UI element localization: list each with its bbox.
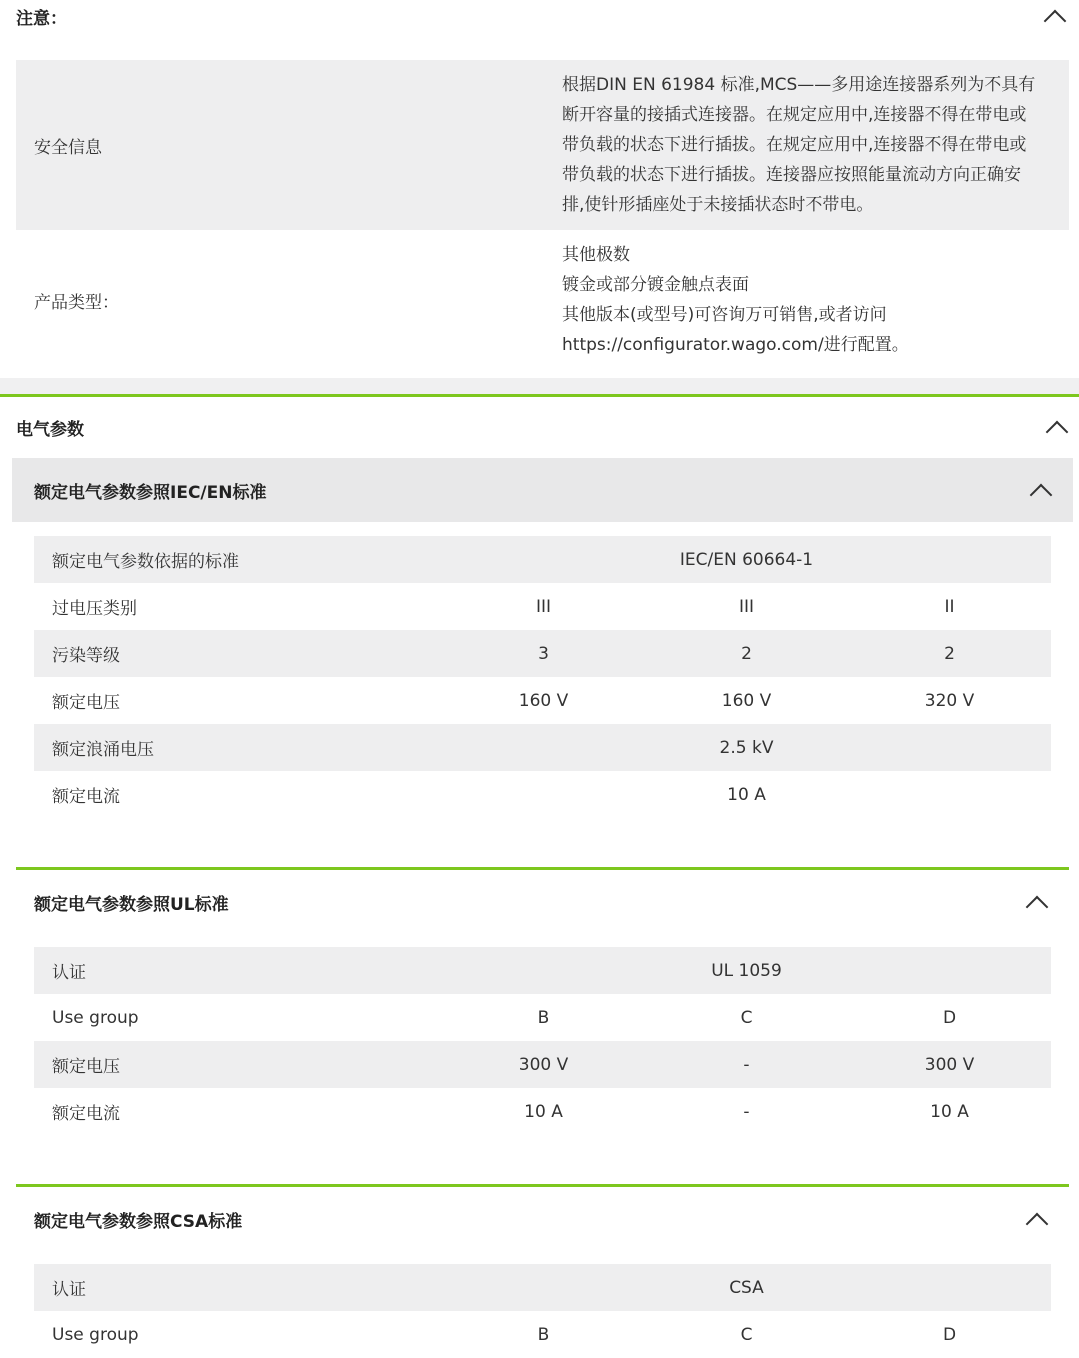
table-row — [34, 1041, 1051, 1088]
row-value: III — [738, 596, 755, 617]
row-value: C — [740, 1007, 753, 1028]
row-label: Use group — [52, 1324, 139, 1345]
notice-label-product-type: 产品类型： — [34, 292, 119, 313]
notice-title: 注意： — [16, 8, 67, 29]
safety-line: 带负载的状态下进行插拔。在规定应用中,连接器不得在带电或 — [562, 135, 1027, 155]
row-value: 160 V — [518, 690, 569, 711]
ul-title: 额定电气参数参照UL标准 — [34, 894, 229, 915]
notice-label-safety: 安全信息 — [34, 137, 102, 158]
ul-subsection-header[interactable] — [16, 870, 1069, 934]
safety-line: 断开容量的接插式连接器。在规定应用中,连接器不得在带电或 — [562, 105, 1027, 125]
table-row — [34, 724, 1051, 771]
row-value: 160 V — [721, 690, 772, 711]
row-value: 2.5 kV — [719, 737, 774, 758]
csa-subsection-header[interactable] — [16, 1187, 1069, 1251]
row-value: 2 — [741, 643, 752, 664]
table-row — [34, 1311, 1051, 1358]
table-row — [34, 771, 1051, 818]
row-value: - — [743, 1054, 750, 1075]
row-value: 10 A — [727, 784, 766, 805]
chevron-up-icon[interactable] — [1026, 1213, 1049, 1236]
table-row — [34, 677, 1051, 724]
ul-table — [34, 947, 1051, 1135]
row-label: 污染等级 — [52, 646, 120, 666]
row-value: II — [944, 596, 955, 617]
iec-subsection-header[interactable] — [12, 458, 1073, 522]
product-type-line: 镀金或部分镀金触点表面 — [562, 275, 749, 295]
table-row — [34, 1264, 1051, 1311]
table-row — [34, 947, 1051, 994]
row-value: 320 V — [924, 690, 975, 711]
product-type-line: 其他版本(或型号)可咨询万可销售,或者访问 — [562, 305, 887, 325]
table-row — [34, 994, 1051, 1041]
chevron-up-icon[interactable] — [1026, 896, 1049, 919]
product-type-line: https://configurator.wago.com/进行配置。 — [562, 335, 909, 355]
row-label: 认证 — [52, 1280, 86, 1300]
safety-line — [562, 70, 1055, 100]
row-value: D — [942, 1007, 957, 1028]
notice-value-safety — [562, 60, 1069, 230]
row-value: B — [537, 1007, 550, 1028]
product-type-line: 其他极数 — [562, 245, 630, 265]
table-row — [34, 536, 1051, 583]
section-divider — [0, 378, 1079, 394]
row-value: 300 V — [924, 1054, 975, 1075]
notice-value-product-type — [562, 230, 1069, 370]
csa-title: 额定电气参数参照CSA标准 — [34, 1211, 243, 1232]
row-value: 10 A — [524, 1101, 563, 1122]
row-value: UL 1059 — [711, 960, 782, 981]
table-row — [34, 583, 1051, 630]
row-value: 10 A — [930, 1101, 969, 1122]
row-label: 额定电流 — [52, 1104, 120, 1124]
safety-line-text: 根据DIN EN 61984 标准,MCS——多用途连接器系列为不具有 — [562, 75, 1036, 95]
row-value: III — [535, 596, 552, 617]
row-label: 认证 — [52, 963, 86, 983]
notice-table — [16, 60, 1069, 370]
row-value: B — [537, 1324, 550, 1345]
row-value: 3 — [538, 643, 549, 664]
row-label: 额定电气参数依据的标准 — [52, 552, 239, 572]
table-row — [16, 230, 1069, 370]
table-row — [34, 1088, 1051, 1135]
electrical-title: 电气参数 — [16, 420, 84, 440]
notice-section-header[interactable] — [0, 0, 1079, 38]
row-value: C — [740, 1324, 753, 1345]
row-label: 额定电流 — [52, 787, 120, 807]
row-value: 2 — [944, 643, 955, 664]
safety-line: 排,使针形插座处于未接插状态时不带电。 — [562, 195, 874, 215]
row-label: 额定电压 — [52, 1057, 120, 1077]
table-row — [34, 630, 1051, 677]
csa-table — [34, 1264, 1051, 1358]
row-label: Use group — [52, 1007, 139, 1028]
row-value: CSA — [729, 1277, 764, 1298]
row-value: D — [942, 1324, 957, 1345]
row-value: 300 V — [518, 1054, 569, 1075]
safety-line: 带负载的状态下进行插拔。连接器应按照能量流动方向正确安 — [562, 165, 1021, 185]
chevron-up-icon[interactable] — [1030, 484, 1053, 507]
iec-title: 额定电气参数参照IEC/EN标准 — [34, 482, 267, 503]
row-label: 额定电压 — [52, 693, 120, 713]
table-row — [16, 60, 1069, 230]
chevron-up-icon[interactable] — [1044, 10, 1067, 33]
electrical-section-header[interactable] — [0, 397, 1079, 458]
row-label: 过电压类别 — [52, 599, 137, 619]
row-value: - — [743, 1101, 750, 1122]
row-label: 额定浪涌电压 — [52, 740, 154, 760]
chevron-up-icon[interactable] — [1046, 420, 1069, 443]
iec-table — [34, 536, 1051, 818]
row-value: IEC/EN 60664-1 — [679, 549, 814, 570]
